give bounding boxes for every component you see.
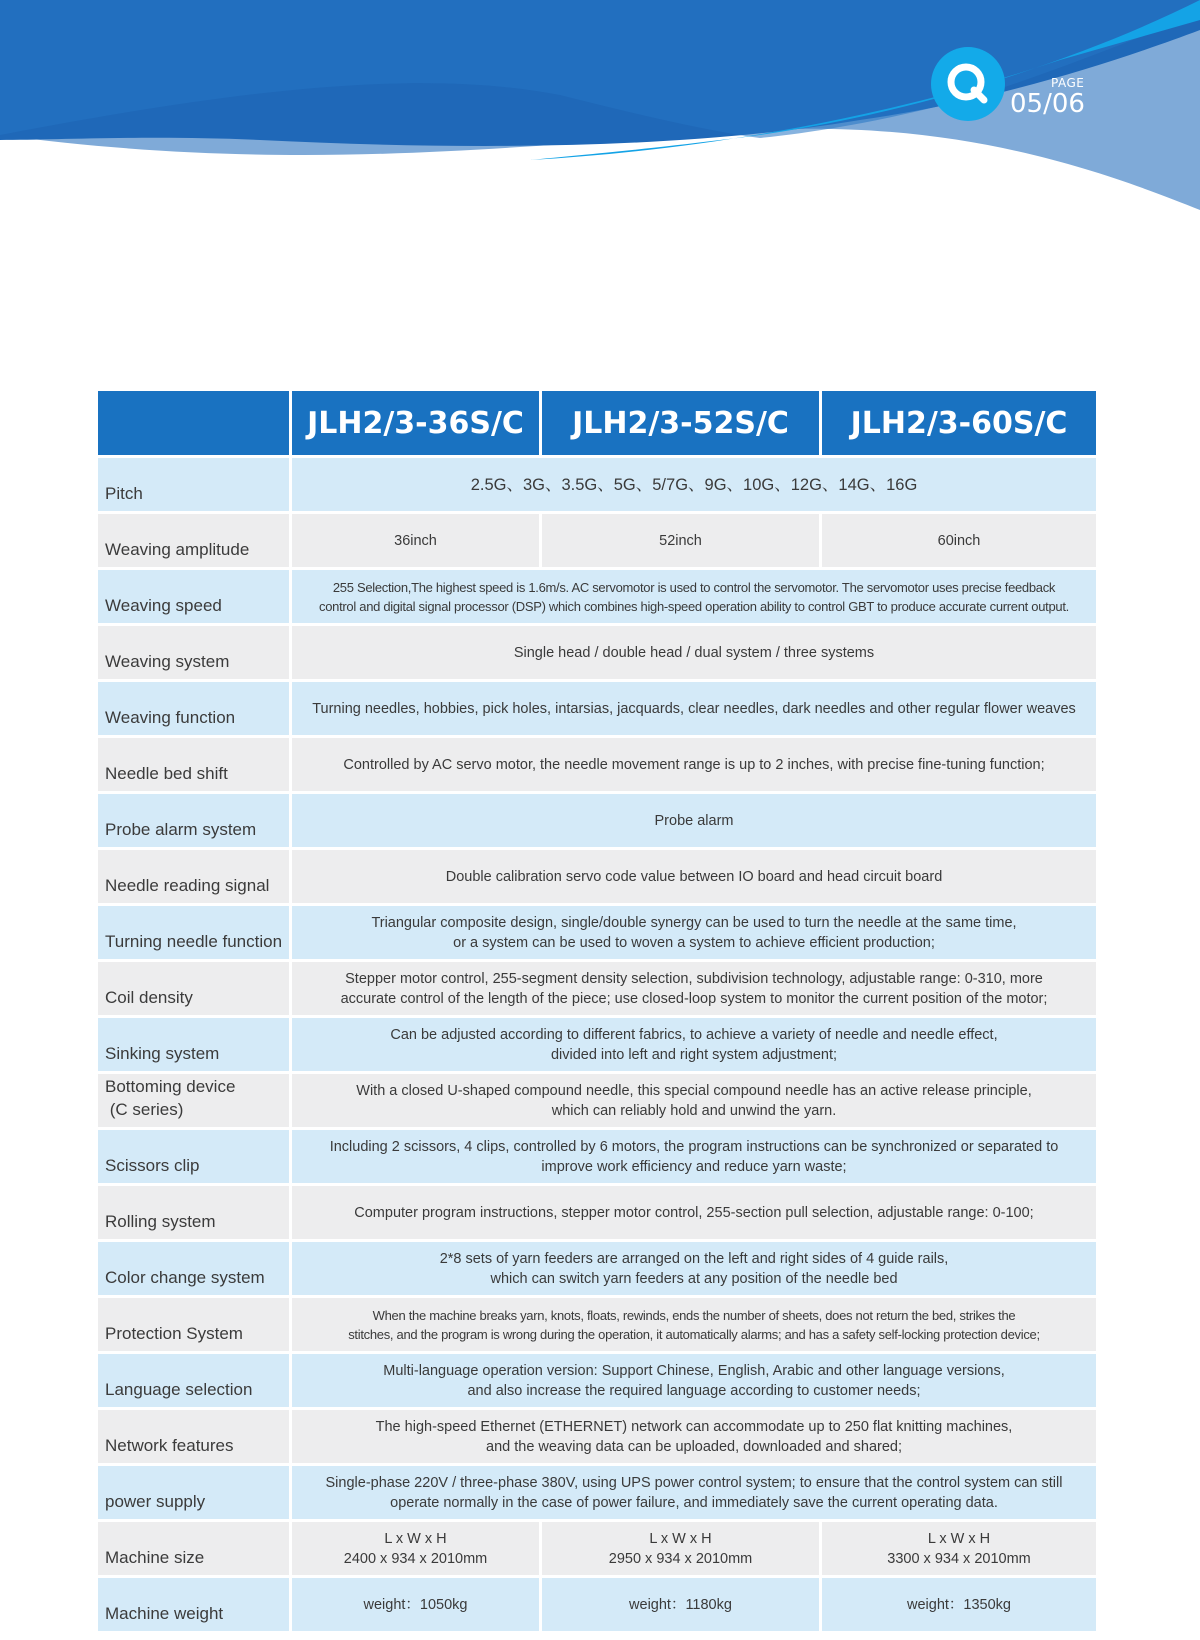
row-value: Multi-language operation version: Support Chinese, English, Arabic and other language versions, and also increase the required language according to customer needs; <box>292 1354 1096 1407</box>
table-row <box>98 1186 1096 1239</box>
model-header-52: JLH2/3-52S/C <box>542 391 819 455</box>
row-value: Probe alarm <box>292 794 1096 847</box>
row-value: Including 2 scissors, 4 clips, controlled by 6 motors, the program instructions can be synchronized or separated to improve work efficiency and reduce yarn waste; <box>292 1130 1096 1183</box>
row-label: Rolling system <box>98 1186 289 1239</box>
header-corner <box>98 391 289 455</box>
table-row <box>98 514 1096 567</box>
row-label: Color change system <box>98 1242 289 1295</box>
row-value-36: L x W x H 2400 x 934 x 2010mm <box>292 1522 539 1575</box>
row-value: Turning needles, hobbies, pick holes, intarsias, jacquards, clear needles, dark needles and other regular flower weaves <box>292 682 1096 735</box>
row-value: Controlled by AC servo motor, the needle movement range is up to 2 inches, with precise fine-tuning function; <box>292 738 1096 791</box>
row-value: When the machine breaks yarn, knots, floats, rewinds, ends the number of sheets, does not return the bed, strikes the stitches, and the program is wrong during the operation, it automatically alarms; and has a safety self-locking protection device; <box>292 1298 1096 1351</box>
table-row <box>98 1130 1096 1183</box>
table-row <box>98 1018 1096 1071</box>
page-number: 05/06 <box>1010 89 1085 119</box>
table-row <box>98 1354 1096 1407</box>
table-row <box>98 570 1096 623</box>
row-value: 2.5G、3G、3.5G、5G、5/7G、9G、10G、12G、14G、16G <box>292 458 1096 511</box>
table-row <box>98 1410 1096 1463</box>
q-logo-icon <box>931 47 1005 121</box>
row-label: Turning needle function <box>98 906 289 959</box>
row-label: Network features <box>98 1410 289 1463</box>
table-row <box>98 794 1096 847</box>
row-value: 2*8 sets of yarn feeders are arranged on the left and right sides of 4 guide rails, which can switch yarn feeders at any position of the needle bed <box>292 1242 1096 1295</box>
table-header-row <box>98 391 1096 455</box>
row-value-36: weight：1050kg <box>292 1578 539 1631</box>
spec-table <box>95 388 1099 1634</box>
row-label: Sinking system <box>98 1018 289 1071</box>
row-value-36: 36inch <box>292 514 539 567</box>
row-label: Protection System <box>98 1298 289 1351</box>
page-label: PAGE <box>1051 76 1085 90</box>
row-value: Double calibration servo code value between IO board and head circuit board <box>292 850 1096 903</box>
row-label: Needle reading signal <box>98 850 289 903</box>
row-value: Triangular composite design, single/double synergy can be used to turn the needle at the same time, or a system can be used to woven a system to achieve efficient production; <box>292 906 1096 959</box>
table-row <box>98 458 1096 511</box>
row-value: With a closed U-shaped compound needle, this special compound needle has an active release principle, which can reliably hold and unwind the yarn. <box>292 1074 1096 1127</box>
table-row <box>98 626 1096 679</box>
row-label: Needle bed shift <box>98 738 289 791</box>
row-label: Weaving speed <box>98 570 289 623</box>
model-header-36: JLH2/3-36S/C <box>292 391 539 455</box>
model-header-60: JLH2/3-60S/C <box>822 391 1096 455</box>
row-label: Weaving function <box>98 682 289 735</box>
row-label: Weaving amplitude <box>98 514 289 567</box>
row-label: Probe alarm system <box>98 794 289 847</box>
row-value-52: 52inch <box>542 514 819 567</box>
row-value: 255 Selection,The highest speed is 1.6m/s. AC servomotor is used to control the servomotor. The servomotor uses precise feedback control and digital signal processor (DSP) which combines high-speed operation ability to control GBT to produce accurate current output. <box>292 570 1096 623</box>
row-value: Can be adjusted according to different fabrics, to achieve a variety of needle and needle effect, divided into left and right system adjustment; <box>292 1018 1096 1071</box>
row-value-60: L x W x H 3300 x 934 x 2010mm <box>822 1522 1096 1575</box>
row-label: power supply <box>98 1466 289 1519</box>
table-row <box>98 1578 1096 1631</box>
page-indicator <box>1010 76 1085 119</box>
table-row <box>98 1074 1096 1127</box>
table-row <box>98 1298 1096 1351</box>
row-value: Single-phase 220V / three-phase 380V, using UPS power control system; to ensure that the control system can still operate normally in the case of power failure, and immediately save the current operating data. <box>292 1466 1096 1519</box>
row-value: The high-speed Ethernet (ETHERNET) network can accommodate up to 250 flat knitting machines, and the weaving data can be uploaded, downloaded and shared; <box>292 1410 1096 1463</box>
row-value-52: L x W x H 2950 x 934 x 2010mm <box>542 1522 819 1575</box>
table-row <box>98 1242 1096 1295</box>
table-row <box>98 738 1096 791</box>
table-row <box>98 1466 1096 1519</box>
table-row <box>98 906 1096 959</box>
row-label: Machine size <box>98 1522 289 1575</box>
row-value: Computer program instructions, stepper motor control, 255-section pull selection, adjustable range: 0-100; <box>292 1186 1096 1239</box>
row-label: Coil density <box>98 962 289 1015</box>
row-label: Pitch <box>98 458 289 511</box>
row-value: Single head / double head / dual system / three systems <box>292 626 1096 679</box>
row-value-60: weight：1350kg <box>822 1578 1096 1631</box>
row-value-52: weight：1180kg <box>542 1578 819 1631</box>
table-row <box>98 962 1096 1015</box>
row-label: Scissors clip <box>98 1130 289 1183</box>
table-row <box>98 850 1096 903</box>
row-value-60: 60inch <box>822 514 1096 567</box>
row-label: Bottoming device (C series) <box>98 1074 289 1127</box>
table-row <box>98 1522 1096 1575</box>
table-row <box>98 682 1096 735</box>
row-label: Machine weight <box>98 1578 289 1631</box>
row-value: Stepper motor control, 255-segment density selection, subdivision technology, adjustable range: 0-310, more accurate control of the length of the piece; use closed-loop system to monitor the current position of the motor; <box>292 962 1096 1015</box>
row-label: Weaving system <box>98 626 289 679</box>
row-label: Language selection <box>98 1354 289 1407</box>
